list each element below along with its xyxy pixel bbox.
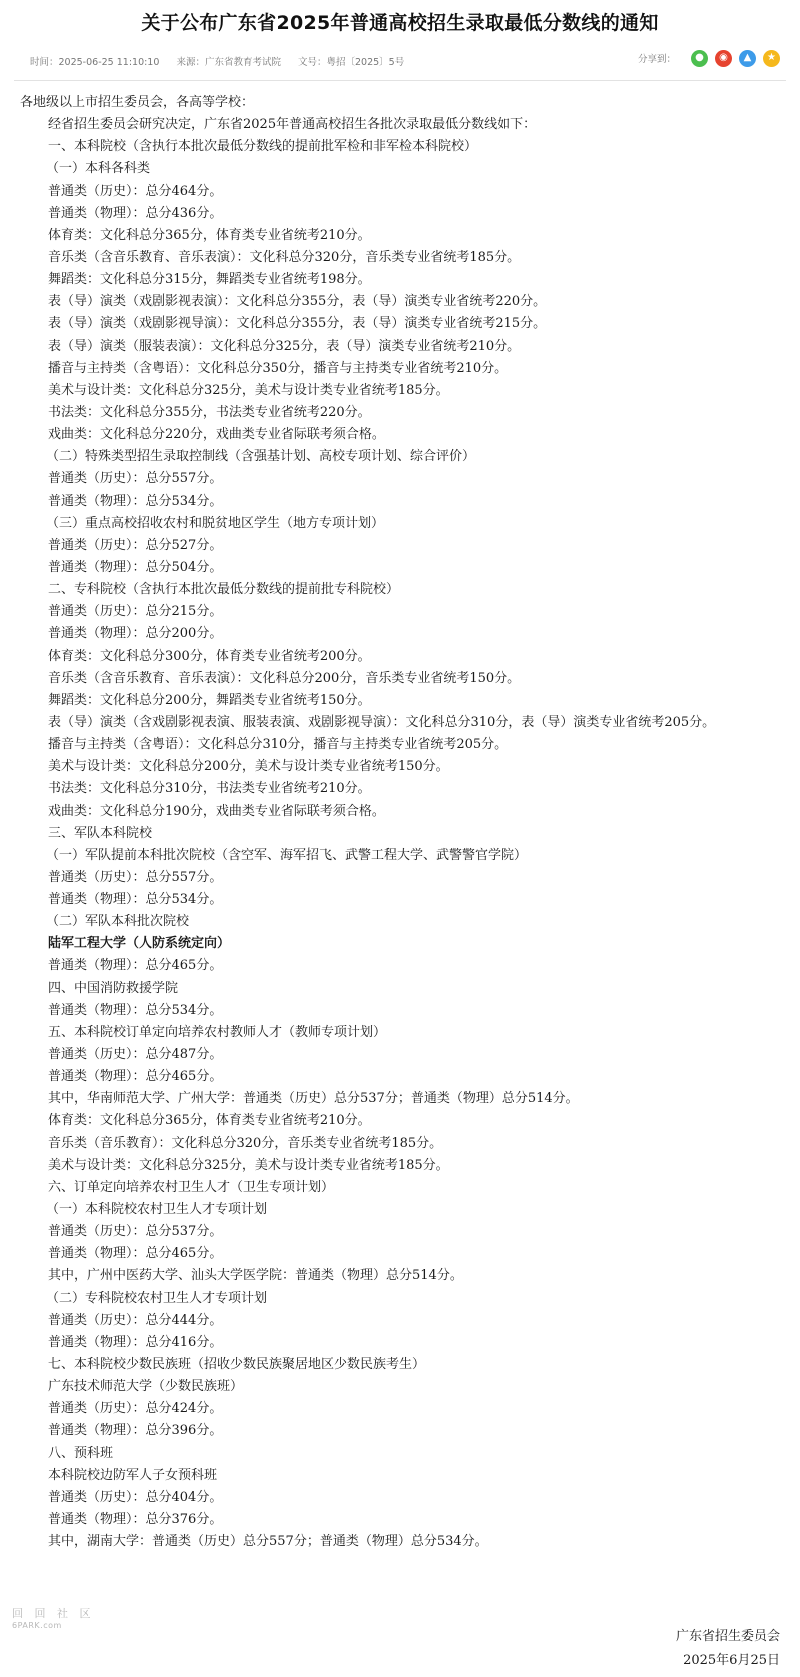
document-line: 表（导）演类（戏剧影视表演）：文化科总分355分，表（导）演类专业省统考220分。 <box>48 294 547 310</box>
document-line: 舞蹈类：文化科总分200分，舞蹈类专业省统考150分。 <box>48 692 371 708</box>
publish-time: 时间：2025-06-25 11:10:10 <box>30 57 160 68</box>
document-line: 表（导）演类（含戏剧影视表演、服装表演、戏剧影视导演）：文化科总分310分，表（导）演类专业省统考205分。 <box>48 714 716 730</box>
document-line: （二）专科院校农村卫生人才专项计划 <box>46 1290 268 1306</box>
document-line: 体育类：文化科总分365分，体育类专业省统考210分。 <box>48 1113 371 1129</box>
document-line: 普通类（物理）：总分465分。 <box>48 1069 223 1085</box>
document-line: 普通类（历史）：总分487分。 <box>48 1047 223 1063</box>
document-line: 三、军队本科院校 <box>48 825 153 841</box>
document-line: 表（导）演类（服装表演）：文化科总分325分，表（导）演类专业省统考210分。 <box>48 338 521 354</box>
document-line: 普通类（历史）：总分444分。 <box>48 1312 223 1328</box>
document-line: 书法类：文化科总分310分，书法类专业省统考210分。 <box>48 781 371 797</box>
watermark-text: 回 回 社 区 <box>12 1607 95 1620</box>
page-title: 关于公布广东省2025年普通高校招生录取最低分数线的通知 <box>141 12 659 34</box>
document-line: 美术与设计类：文化科总分325分，美术与设计类专业省统考185分。 <box>48 382 449 398</box>
document-line: 六、订单定向培养农村卫生人才（卫生专项计划） <box>48 1179 335 1195</box>
publish-source: 来源：广东省教育考试院 <box>176 57 281 68</box>
document-line: 普通类（物理）：总分416分。 <box>48 1334 223 1350</box>
document-line: 体育类：文化科总分365分，体育类专业省统考210分。 <box>48 227 371 243</box>
header-divider <box>14 80 786 81</box>
share-label: 分享到： <box>637 54 676 65</box>
document-line: 其中，湖南大学：普通类（历史）总分557分；普通类（物理）总分534分。 <box>48 1534 488 1550</box>
document-line: 本科院校边防军人子女预科班 <box>48 1467 218 1483</box>
document-line: 普通类（历史）：总分557分。 <box>48 869 223 885</box>
document-line: 音乐类（音乐教育）：文化科总分320分，音乐类专业省统考185分。 <box>48 1135 443 1151</box>
document-line: 普通类（历史）：总分215分。 <box>48 604 223 620</box>
document-line: （三）重点高校招收农村和脱贫地区学生（地方专项计划） <box>46 515 385 531</box>
document-line: 表（导）演类（戏剧影视导演）：文化科总分355分，表（导）演类专业省统考215分。 <box>48 316 547 332</box>
document-line: 陆军工程大学（人防系统定向） <box>48 936 231 952</box>
document-line: 普通类（物理）：总分465分。 <box>48 958 223 974</box>
document-line: 普通类（历史）：总分424分。 <box>48 1401 223 1417</box>
document-body <box>0 92 800 1553</box>
article-header <box>0 0 800 80</box>
document-line: 五、本科院校订单定向培养农村教师人才（教师专项计划） <box>48 1024 387 1040</box>
document-line: 戏曲类：文化科总分220分，戏曲类专业省际联考须合格。 <box>48 427 385 443</box>
document-line: 其中，广州中医药大学、汕头大学医学院：普通类（物理）总分514分。 <box>48 1268 463 1284</box>
document-line: 普通类（历史）：总分537分。 <box>48 1224 223 1240</box>
document-line: 普通类（物理）：总分396分。 <box>48 1423 223 1439</box>
document-line: （二）军队本科批次院校 <box>46 914 190 930</box>
document-line: 书法类：文化科总分355分，书法类专业省统考220分。 <box>48 404 371 420</box>
document-line: 播音与主持类（含粤语）：文化科总分350分，播音与主持类专业省统考210分。 <box>48 360 508 376</box>
wechat-icon[interactable]: ● <box>691 50 708 67</box>
signature-block <box>676 1625 780 1673</box>
document-line: 音乐类（含音乐教育、音乐表演）：文化科总分200分，音乐类专业省统考150分。 <box>48 670 521 686</box>
document-line: 戏曲类：文化科总分190分，戏曲类专业省际联考须合格。 <box>48 803 385 819</box>
document-line: 经省招生委员会研究决定，广东省2025年普通高校招生各批次录取最低分数线如下： <box>48 117 537 133</box>
document-line: 七、本科院校少数民族班（招收少数民族聚居地区少数民族考生） <box>48 1357 426 1373</box>
document-line: 普通类（历史）：总分464分。 <box>48 183 223 199</box>
document-line: 普通类（历史）：总分527分。 <box>48 537 223 553</box>
document-line: 普通类（物理）：总分376分。 <box>48 1512 223 1527</box>
watermark-logo <box>12 1608 95 1632</box>
document-line: 二、专科院校（含执行本批次最低分数线的提前批专科院校） <box>48 582 400 598</box>
document-line: 各地级以上市招生委员会，各高等学校： <box>20 95 255 110</box>
document-line: 播音与主持类（含粤语）：文化科总分310分，播音与主持类专业省统考205分。 <box>48 737 508 753</box>
document-line: 普通类（物理）：总分200分。 <box>48 626 223 642</box>
document-line: （二）特殊类型招生录取控制线（含强基计划、高校专项计划、综合评价） <box>46 449 476 465</box>
document-line: 广东技术师范大学（少数民族班） <box>48 1379 244 1395</box>
signature-org: 广东省招生委员会 <box>675 1629 780 1644</box>
document-line: 普通类（物理）：总分436分。 <box>48 205 223 221</box>
document-line: （一）军队提前本科批次院校（含空军、海军招飞、武警工程大学、武警警官学院） <box>46 847 528 863</box>
weibo-icon[interactable]: ◉ <box>715 50 732 67</box>
qq-icon[interactable]: ▲ <box>739 50 756 67</box>
watermark-site: 6PARK.com <box>12 1621 62 1630</box>
document-line: 四、中国消防救援学院 <box>48 980 179 996</box>
document-line: 一、本科院校（含执行本批次最低分数线的提前批军检和非军检本科院校） <box>48 139 478 155</box>
document-line: 舞蹈类：文化科总分315分，舞蹈类专业省统考198分。 <box>48 272 371 288</box>
document-line: （一）本科院校农村卫生人才专项计划 <box>46 1202 268 1218</box>
document-line: 体育类：文化科总分300分，体育类专业省统考200分。 <box>48 648 371 664</box>
document-line: 普通类（物理）：总分534分。 <box>48 493 223 509</box>
document-line: 其中，华南师范大学、广州大学：普通类（历史）总分537分；普通类（物理）总分514分。 <box>48 1091 579 1107</box>
document-line: 普通类（历史）：总分404分。 <box>48 1489 223 1505</box>
document-line: 八、预科班 <box>48 1445 114 1461</box>
document-number: 文号：粤招〔2025〕5号 <box>297 57 405 68</box>
document-line: 音乐类（含音乐教育、音乐表演）：文化科总分320分，音乐类专业省统考185分。 <box>48 249 521 265</box>
document-line: 普通类（物理）：总分465分。 <box>48 1246 223 1262</box>
document-line: 美术与设计类：文化科总分200分，美术与设计类专业省统考150分。 <box>48 759 449 775</box>
signature-date: 2025年6月25日 <box>683 1653 780 1668</box>
document-line: 普通类（物理）：总分534分。 <box>48 1002 223 1018</box>
article-meta <box>30 54 418 68</box>
document-line: （一）本科各科类 <box>46 161 151 177</box>
document-line: 美术与设计类：文化科总分325分，美术与设计类专业省统考185分。 <box>48 1157 449 1173</box>
document-line: 普通类（历史）：总分557分。 <box>48 471 223 487</box>
document-line: 普通类（物理）：总分534分。 <box>48 892 223 908</box>
share-bar <box>638 48 780 68</box>
document-line: 普通类（物理）：总分504分。 <box>48 559 223 575</box>
qzone-icon[interactable]: ★ <box>763 50 780 67</box>
